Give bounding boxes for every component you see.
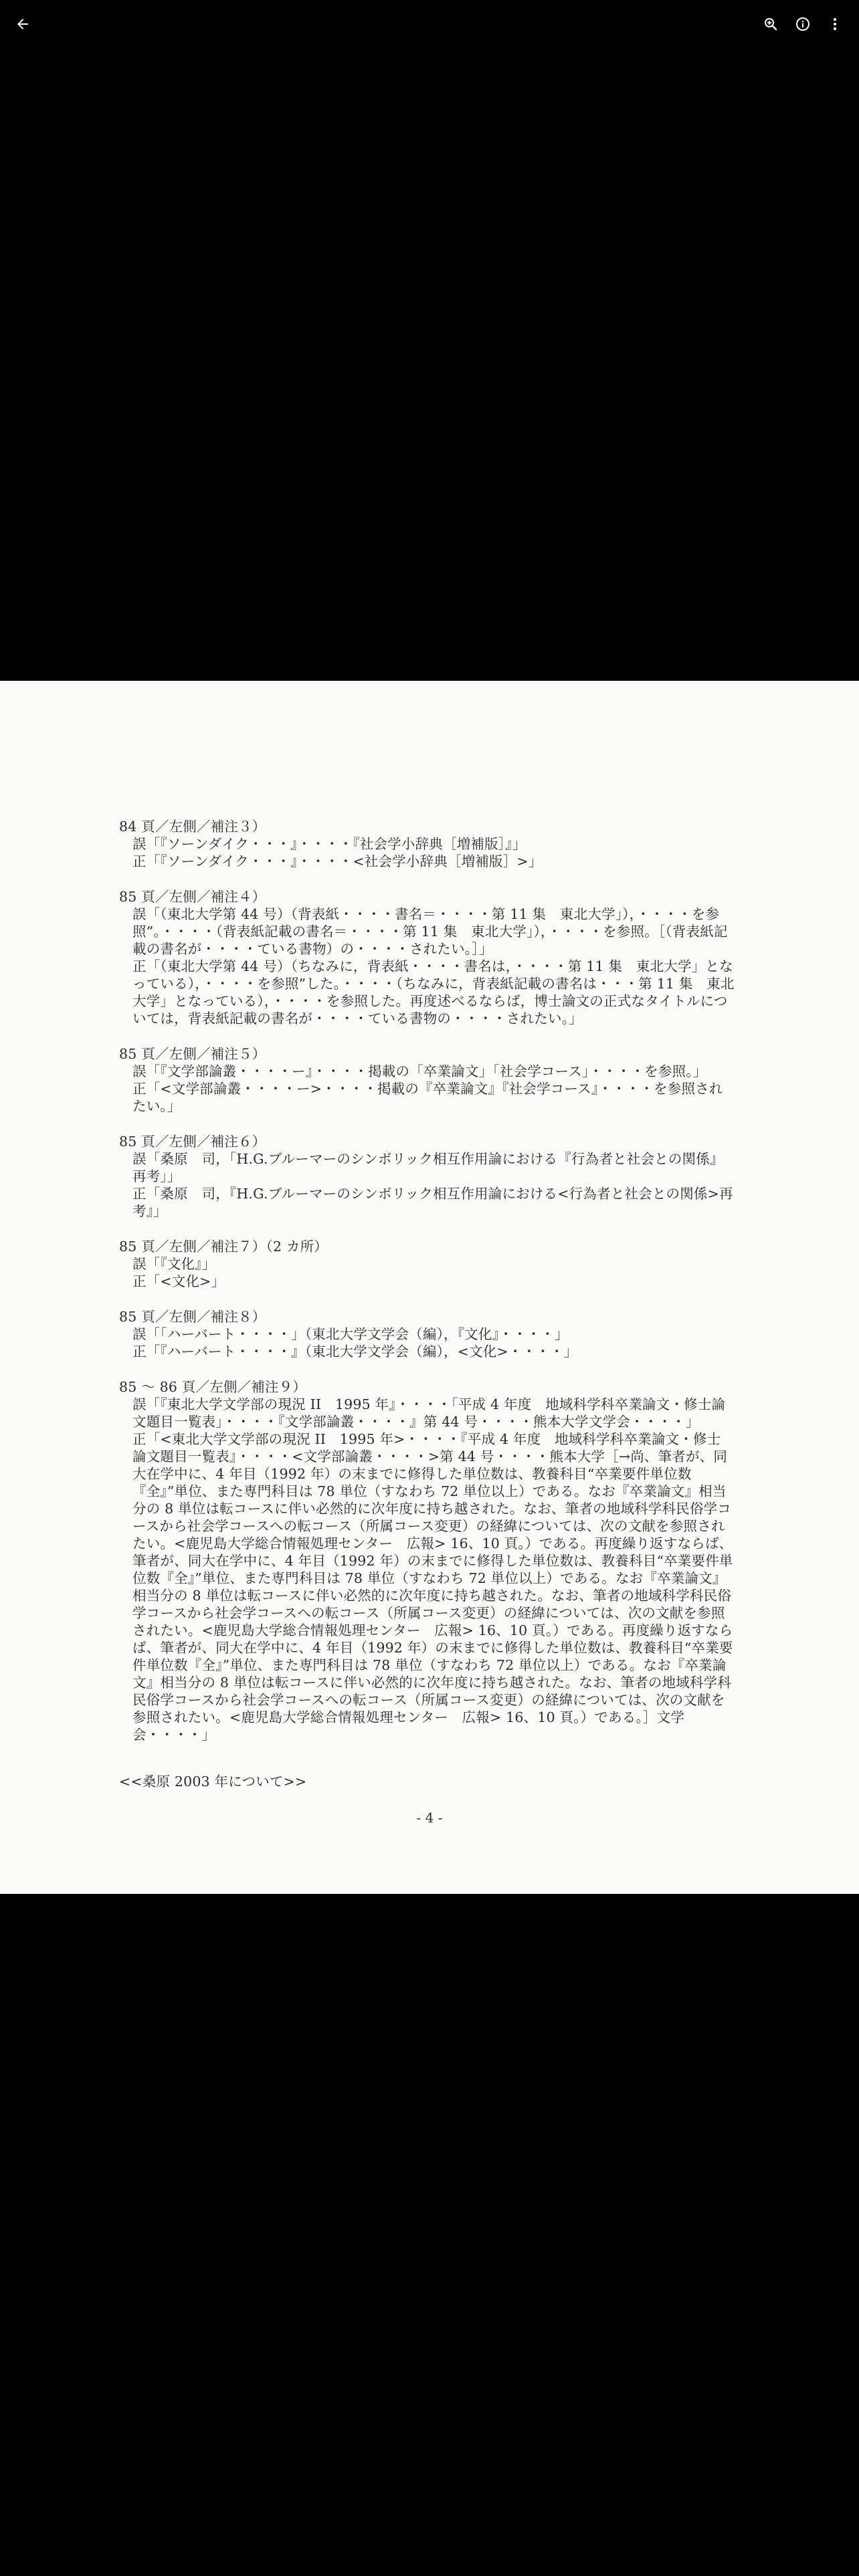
erratum-wrong-line: 誤「（東北大学第 44 号）（背表紙・・・・書名＝・・・・第 11 集 東北大学」），・・・・を参照”。・・・・（背表紙記載の書名＝・・・・第 11 集 東北大学」），・・・・を参照。［（背表紙記載の書名が・・・・ている書物）の・・・・されたい。］」	[132, 906, 728, 957]
zoom-in-icon	[763, 16, 779, 32]
erratum-section	[119, 1045, 735, 1115]
info-icon	[795, 16, 811, 32]
page-content	[119, 818, 735, 1790]
section-heading: 84 頁／左側／補注３）	[119, 819, 266, 835]
erratum-correct-line: 正「桑原 司，『H.G.ブルーマーのシンボリック相互作用論における<行為者と社会との関係>再考』」	[132, 1186, 733, 1219]
more-options-button[interactable]	[820, 9, 850, 39]
info-button[interactable]	[788, 9, 818, 39]
section-heading: 85 頁／左側／補注７）（2 カ所）	[119, 1239, 328, 1255]
erratum-section	[119, 888, 735, 1027]
arrow-left-icon	[15, 16, 31, 32]
erratum-section	[119, 1308, 735, 1360]
erratum-correct-line: 正「<文化>」	[132, 1273, 225, 1289]
section-heading: 85 頁／左側／補注４）	[119, 889, 266, 905]
erratum-wrong-line: 誤「『文化』」	[132, 1256, 216, 1272]
back-button[interactable]	[8, 9, 37, 39]
erratum-wrong-line: 誤「『ソーンダイク・・・』・・・・『社会学小辞典［増補版］』」	[132, 836, 527, 852]
erratum-correct-line: 正「<文学部論叢・・・・ー>・・・・掲載の『卒業論文』『社会学コース』・・・・を参照されたい。」	[132, 1081, 723, 1114]
tail-heading: <<桑原 2003 年について>>	[119, 1774, 307, 1790]
section-heading: 85 頁／左側／補注５）	[119, 1046, 266, 1062]
section-heading: 85 頁／左側／補注６）	[119, 1134, 266, 1150]
more-vert-icon	[827, 16, 843, 32]
document-page	[0, 681, 859, 1894]
erratum-wrong-line: 誤「「ハーバート・・・・」（東北大学文学会（編），『文化』・・・・」	[132, 1326, 569, 1342]
erratum-correct-line: 正「『ソーンダイク・・・』・・・・<社会学小辞典［増補版］>」	[132, 853, 543, 869]
erratum-wrong-line: 誤「『文学部論叢・・・・ー』・・・・掲載の「卒業論文」「社会学コース」・・・・を参照。」	[132, 1063, 707, 1079]
erratum-section	[119, 818, 735, 870]
page-number: - 4 -	[416, 1810, 443, 1826]
erratum-section	[119, 1238, 735, 1290]
zoom-button[interactable]	[756, 9, 785, 39]
erratum-correct-line: 正「（東北大学第 44 号）（ちなみに，背表紙・・・・書名は，・・・・第 11 集 東北大学」となっている），・・・・を参照”した。・・・・（ちなみに，背表紙記載の書名は・・・第 11 集 東北大学」となっている），・・・・を参照した。再度述べるならば，博士論文の正式なタイトルについては，背表紙記載の書名が・・・・ている書物の・・・・されたい。」	[132, 958, 735, 1027]
section-heading: 85 ～ 86 頁／左側／補注９）	[119, 1379, 307, 1395]
erratum-correct-line: 正「<東北大学文学部の現況 II 1995 年>・・・・『平成 4 年度 地域科学科卒業論文・修士論文題目一覧表』・・・・<文学部論叢・・・・>第 44 号・・・・熊本大学［→尚、筆者が、同大在学中に、4 年目（1992 年）の末までに修得した単位数は、教養科目“卒業要件単位数『全』”単位、また専門科目は 78 単位（すなわち 72 単位以上）である。なお『卒業論文』相当分の 8 単位は転コースに伴い必然的に次年度に持ち越された。なお、筆者の地域科学科民俗学コースから社会学コースへの転コース（所属コース変更）の経緯については、次の文献を参照されたい。<鹿児島大学総合情報処理センター 広報> 16、10 頁。）である。再度繰り返すならば、筆者が、同大在学中に、4 年目（1992 年）の末までに修得した単位数は、教養科目“卒業要件単位数『全』”単位、また専門科目は 78 単位（すなわち 72 単位以上）である。なお『卒業論文』相当分の 8 単位は転コースに伴い必然的に次年度に持ち越された。なお、筆者の地域科学科民俗学コースから社会学コースへの転コース（所属コース変更）の経緯については、次の文献を参照されたい。<鹿児島大学総合情報処理センター 広報> 16、10 頁。）である。再度繰り返すならば、筆者が、同大在学中に、4 年目（1992 年）の末までに修得した単位数は、教養科目“卒業要件単位数『全』”単位、また専門科目は 78 単位（すなわち 72 単位以上）である。なお『卒業論文』相当分の 8 単位は転コースに伴い必然的に次年度に持ち越された。なお、筆者の地域科学科民俗学コースから社会学コースへの転コース（所属コース変更）の経緯については、次の文献を参照されたい。<鹿児島大学総合情報処理センター 広報> 16、10 頁。）である。］文学会・・・・」	[132, 1431, 733, 1743]
erratum-correct-line: 正「『ハーバート・・・・』（東北大学文学会（編），<文化>・・・・」	[132, 1344, 578, 1360]
erratum-wrong-line: 誤「『東北大学文学部の現況 II 1995 年』・・・・「平成 4 年度 地域科学科卒業論文・修士論文題目一覧表」・・・・『文学部論叢・・・・』第 44 号・・・・熊本大学文学会・・・・」	[132, 1396, 726, 1430]
erratum-wrong-line: 誤「桑原 司，「H.G.ブルーマーのシンボリック相互作用論における『行為者と社会との関係』再考」」	[132, 1151, 724, 1184]
viewer-toolbar	[0, 0, 859, 48]
erratum-section	[119, 1133, 735, 1220]
erratum-section	[119, 1378, 735, 1743]
section-heading: 85 頁／左側／補注８）	[119, 1309, 266, 1325]
